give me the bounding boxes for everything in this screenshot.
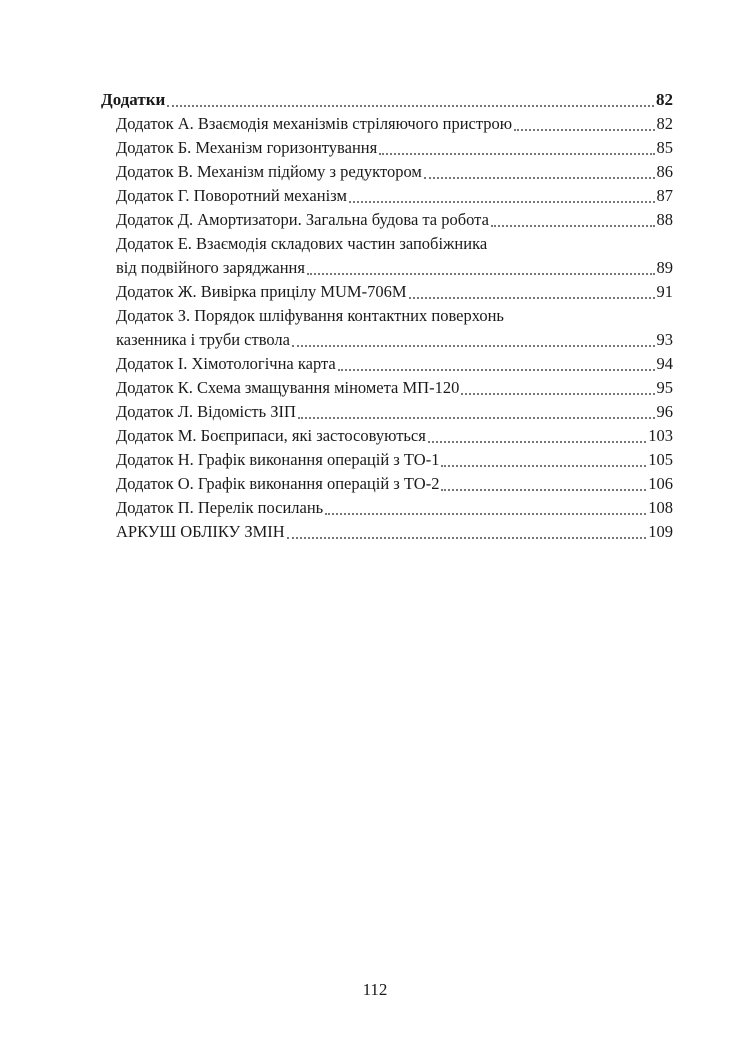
toc-entry-title-line2: від подвійного заряджання: [116, 258, 305, 277]
leader-dots: [307, 273, 655, 275]
toc-entry: [101, 184, 673, 208]
toc-entry-title: Додаток Л. Відомість ЗІП: [116, 402, 296, 421]
toc-entry-title: Додаток П. Перелік посилань: [116, 498, 324, 517]
toc-entry-continuation: [116, 256, 673, 280]
toc-entry-title-line1: Додаток Е. Взаємодія складових частин запобіжника: [116, 234, 488, 253]
toc-entry-page: 87: [656, 186, 673, 205]
toc-entry-title: Додаток Б. Механізм горизонтування: [116, 138, 378, 157]
toc-entry-title-line2: казенника і труби ствола: [116, 330, 290, 349]
toc-entry: [101, 136, 673, 160]
toc-entry-title: Додаток К. Схема змащування міномета МП-120: [116, 378, 460, 397]
toc-entry: [101, 472, 673, 496]
toc-entry: [101, 112, 673, 136]
toc-entry-page: 89: [656, 258, 673, 277]
toc-entry-page: 103: [648, 426, 673, 445]
toc-entry-page: 91: [656, 282, 673, 301]
toc-entry-page: 88: [656, 210, 673, 229]
page-number: 112: [362, 980, 388, 999]
toc-entry: [101, 424, 673, 448]
leader-dots: [441, 465, 646, 467]
leader-dots: [428, 441, 646, 443]
toc-entry: [101, 448, 673, 472]
toc-entry-title: АРКУШ ОБЛІКУ ЗМІН: [116, 522, 285, 541]
toc-entry-continuation: [116, 328, 673, 352]
leader-dots: [167, 105, 654, 107]
leader-dots: [424, 177, 655, 179]
toc-entry-page: 109: [648, 522, 673, 541]
toc-entry-page: 108: [648, 498, 673, 517]
leader-dots: [325, 513, 646, 515]
leader-dots: [514, 129, 654, 131]
toc-entry-title: Додаток М. Боєприпаси, які застосовуються: [116, 426, 426, 445]
toc-heading-page: 82: [656, 90, 673, 109]
toc-entry: [101, 520, 673, 544]
toc-entry-page: 95: [656, 378, 673, 397]
toc-entry: [101, 304, 673, 352]
toc-entry-page: 93: [656, 330, 673, 349]
leader-dots: [298, 417, 655, 419]
toc-entry-title-line1: Додаток З. Порядок шліфування контактних поверхонь: [116, 306, 504, 325]
leader-dots: [379, 153, 654, 155]
toc-entry: [101, 400, 673, 424]
toc-entry: [101, 208, 673, 232]
toc-entry: [101, 232, 673, 280]
leader-dots: [441, 489, 646, 491]
toc-entry-title: Додаток А. Взаємодія механізмів стріляючого пристрою: [116, 114, 513, 133]
toc-entry-page: 86: [656, 162, 673, 181]
toc-entry-title: Додаток В. Механізм підйому з редуктором: [116, 162, 422, 181]
toc-entry: [101, 496, 673, 520]
toc-entry: [101, 352, 673, 376]
leader-dots: [491, 225, 655, 227]
leader-dots: [461, 393, 654, 395]
toc-entry: [101, 280, 673, 304]
leader-dots: [409, 297, 655, 299]
toc-entry-title: Додаток Н. Графік виконання операцій з ТО-1: [116, 450, 440, 469]
leader-dots: [292, 345, 655, 347]
toc-entry-page: 105: [648, 450, 673, 469]
toc-entry: [101, 160, 673, 184]
leader-dots: [338, 369, 655, 371]
toc-entry-page: 85: [656, 138, 673, 157]
leader-dots: [287, 537, 647, 539]
table-of-contents: [101, 88, 673, 544]
toc-entry-title: Додаток О. Графік виконання операцій з ТО-2: [116, 474, 440, 493]
toc-entry-title: Додаток Д. Амортизатори. Загальна будова та робота: [116, 210, 489, 229]
toc-entry-title: Додаток І. Хімотологічна карта: [116, 354, 336, 373]
toc-entry-page: 96: [656, 402, 673, 421]
toc-heading: [101, 88, 673, 112]
toc-heading-title: Додатки: [101, 90, 166, 109]
toc-entry-page: 106: [648, 474, 673, 493]
toc-entry-title: Додаток Г. Поворотний механізм: [116, 186, 347, 205]
toc-entry-page: 82: [656, 114, 673, 133]
toc-entry-page: 94: [656, 354, 673, 373]
toc-entry-title: Додаток Ж. Вивірка прицілу МUМ-706М: [116, 282, 407, 301]
toc-entry: [101, 376, 673, 400]
leader-dots: [349, 201, 655, 203]
